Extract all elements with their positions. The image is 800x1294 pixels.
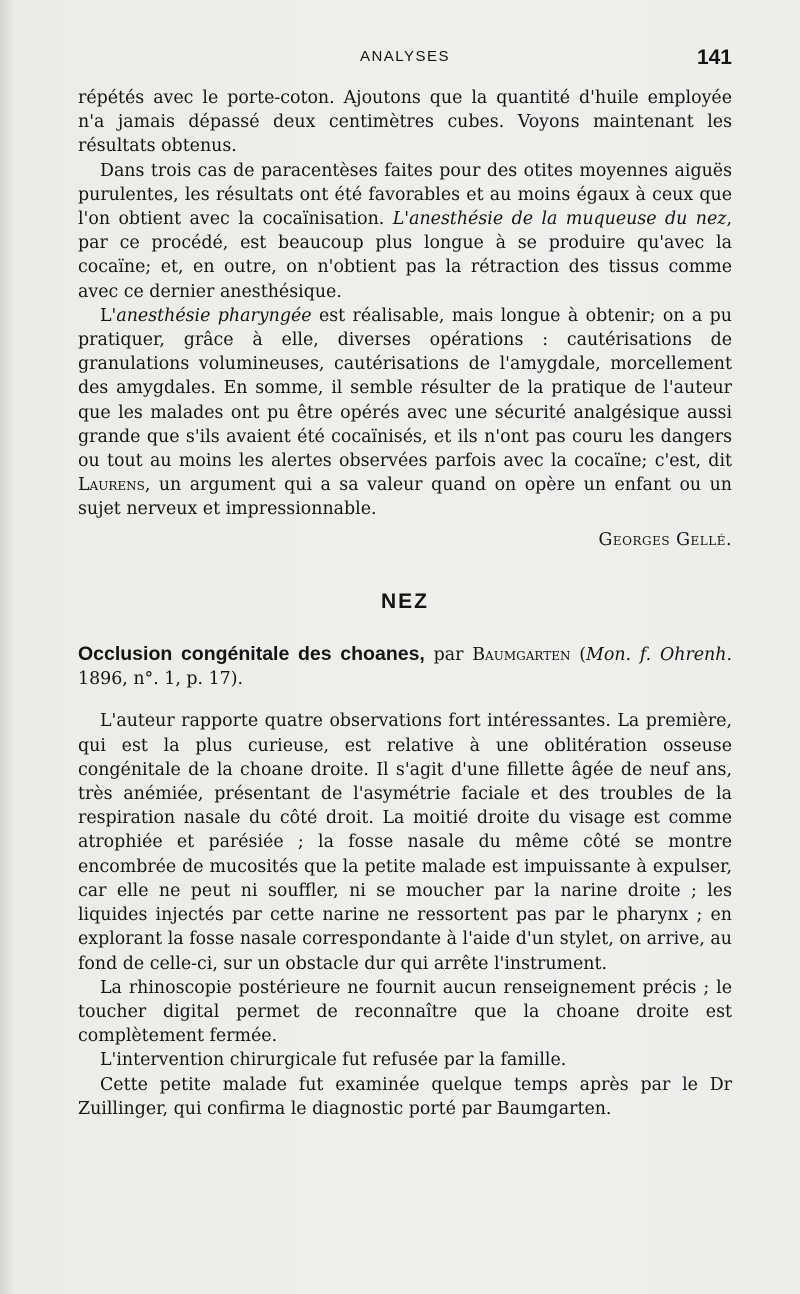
page-body: [78, 86, 732, 1121]
intro-paragraph-3-text-b: est réalisable, mais longue à obtenir; on a pu pratiquer, grâce à elle, diverses opérations : cautérisations de granulations volumineuses, cautérisations de l'amygdale, morcellement des amygdales. En somme, il semble résulter de la pratique de l'auteur que les malades ont pu être opérés avec une sécurité analgésique aussi grande que s'ils avaient été cocaïnisés, et ils n'ont pas couru les dangers ou tout au moins les alertes observées parfois avec la cocaïne; c'est, dit: [78, 305, 732, 472]
article-title: Occlusion congénitale des choanes,: [78, 643, 425, 666]
section-heading: NEZ: [381, 589, 429, 613]
article-title-line: [78, 642, 732, 691]
article-by: par: [424, 645, 473, 666]
intro-paragraph-3-text-a: L': [100, 305, 117, 326]
cited-author-laurens: Laurens: [78, 475, 145, 496]
intro-paragraph-3-italic: anesthésie pharyngée: [116, 305, 312, 326]
article-ref-rest: 1896, n°. 1, p. 17).: [78, 669, 244, 690]
running-title: ANALYSES: [359, 48, 451, 65]
article-author: Baumgarten: [472, 645, 571, 666]
intro-paragraph-2-text-b: , par ce procédé, est beaucoup plus longue à se produire qu'avec la cocaïne; et, en outre, on n'obtient pas la rétraction des tissus comme avec ce dernier anesthésique.: [78, 209, 732, 302]
intro-paragraph-2: [78, 159, 732, 304]
article-paragraph-3: L'intervention chirurgicale fut refusée par la famille.: [100, 1050, 567, 1071]
article-ref-open: (: [570, 645, 587, 666]
intro-paragraph-2-text-a: Dans trois cas de paracentèses faites pour des otites moyennes aiguës purulentes, les résultats ont été favorables et au moins égaux à ceux que l'on obtient avec la cocaïnisation.: [78, 160, 732, 230]
article-paragraph-4: Cette petite malade fut examinée quelque temps après par le Dr Zuillinger, qui confirma le diagnostic porté par Baumgarten.: [78, 1074, 732, 1119]
review-signature: Georges Gellé.: [598, 529, 732, 550]
article-journal: Mon. f. Ohrenh.: [586, 645, 732, 666]
running-head: [78, 48, 732, 74]
article-paragraph-1: L'auteur rapporte quatre observations fort intéressantes. La première, qui est la plus curieuse, est relative à une oblitération osseuse congénitale de la choane droite. Il s'agit d'une fillette âgée de neuf ans, très anémiée, présentant de l'asymétrie faciale et des troubles de la respiration nasale du côté droit. La moitié droite du visage est comme atrophiée et parésiée ; la fosse nasale du même côté se montre encombrée de mucosités que la petite malade est impuissante à expulser, car elle ne peut ni souffler, ni se moucher par la narine droite ; les liquides injectés par cette narine ne ressortent pas par le pharynx ; en explorant la fosse nasale correspondante à l'aide d'un stylet, on arrive, au fond de celle-ci, sur un obstacle dur qui arrête l'instrument.: [78, 711, 732, 974]
intro-paragraph-3-text-c: , un argument qui a sa valeur quand on opère un enfant ou un sujet nerveux et impressionnable.: [78, 475, 732, 520]
page-number: 141: [696, 46, 732, 69]
intro-paragraph-2-italic: L'anesthésie de la muqueuse du nez: [392, 209, 727, 230]
intro-paragraph-3: [78, 304, 732, 522]
article-paragraph-2: La rhinoscopie postérieure ne fournit aucun renseignement précis ; le toucher digital permet de reconnaître que la choane droite est complètement fermée.: [78, 977, 732, 1047]
intro-paragraph-1: répétés avec le porte-coton. Ajoutons que la quantité d'huile employée n'a jamais dépassé deux centimètres cubes. Voyons maintenant les résultats obtenus.: [78, 88, 732, 157]
